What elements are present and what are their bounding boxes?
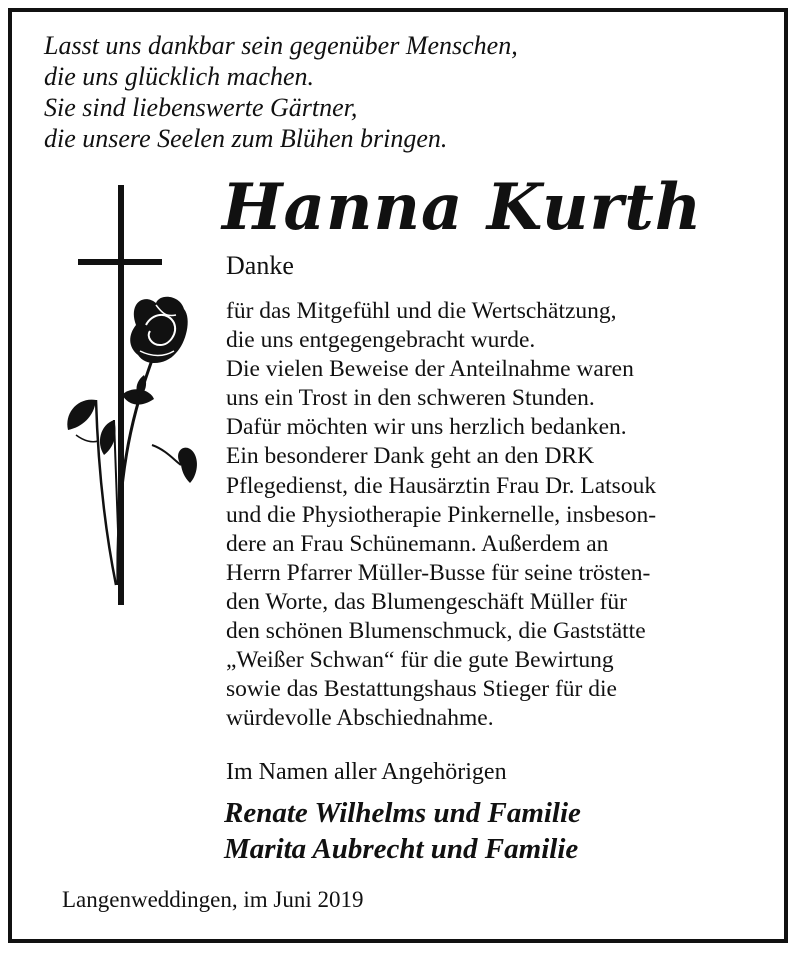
memorial-verse: [44, 30, 744, 154]
place-and-date: Langenweddingen, im Juni 2019: [62, 887, 364, 912]
text-line: Herrn Pfarrer Müller-Busse für seine trösten-: [226, 559, 651, 586]
text-line: den schönen Blumenschmuck, die Gaststätte: [226, 618, 646, 645]
verse-line: die unsere Seelen zum Blühen bringen.: [44, 124, 448, 153]
cross-with-rose-icon: [56, 185, 206, 610]
text-line: Dafür möchten wir uns herzlich bedanken.: [226, 414, 627, 441]
verse-line: die uns glücklich machen.: [44, 62, 315, 91]
verse-line: Sie sind liebenswerte Gärtner,: [44, 93, 358, 122]
text-line: uns ein Trost in den schweren Stunden.: [226, 385, 595, 412]
signer-name: Renate Wilhelms und Familie: [224, 797, 581, 829]
text-line: dere an Frau Schünemann. Außerdem an: [226, 530, 609, 557]
thank-you-text: [226, 297, 656, 733]
text-line: Pflegedienst, die Hausärztin Frau Dr. Latsouk: [226, 472, 657, 499]
thanks-heading: Danke: [226, 251, 294, 280]
text-line: für das Mitgefühl und die Wertschätzung,: [226, 298, 617, 324]
text-line: den Worte, das Blumengeschäft Müller für: [226, 588, 627, 615]
closing-line: Im Namen aller Angehörigen: [226, 759, 507, 785]
signer-name: Marita Aubrecht und Familie: [224, 833, 579, 865]
text-line: Die vielen Beweise der Anteilnahme waren: [226, 356, 634, 383]
signers: [224, 795, 581, 867]
text-line: „Weißer Schwan“ für die gute Bewirtung: [226, 647, 614, 674]
deceased-name: Hanna Kurth: [222, 170, 703, 245]
text-line: Ein besonderer Dank geht an den DRK: [226, 443, 595, 470]
text-line: die uns entgegengebracht wurde.: [226, 327, 536, 354]
text-line: würdevolle Abschiednahme.: [226, 705, 494, 732]
text-line: sowie das Bestattungshaus Stieger für die: [226, 676, 617, 703]
text-line: und die Physiotherapie Pinkernelle, insbeson-: [226, 501, 657, 528]
verse-line: Lasst uns dankbar sein gegenüber Menschen,: [44, 31, 518, 60]
